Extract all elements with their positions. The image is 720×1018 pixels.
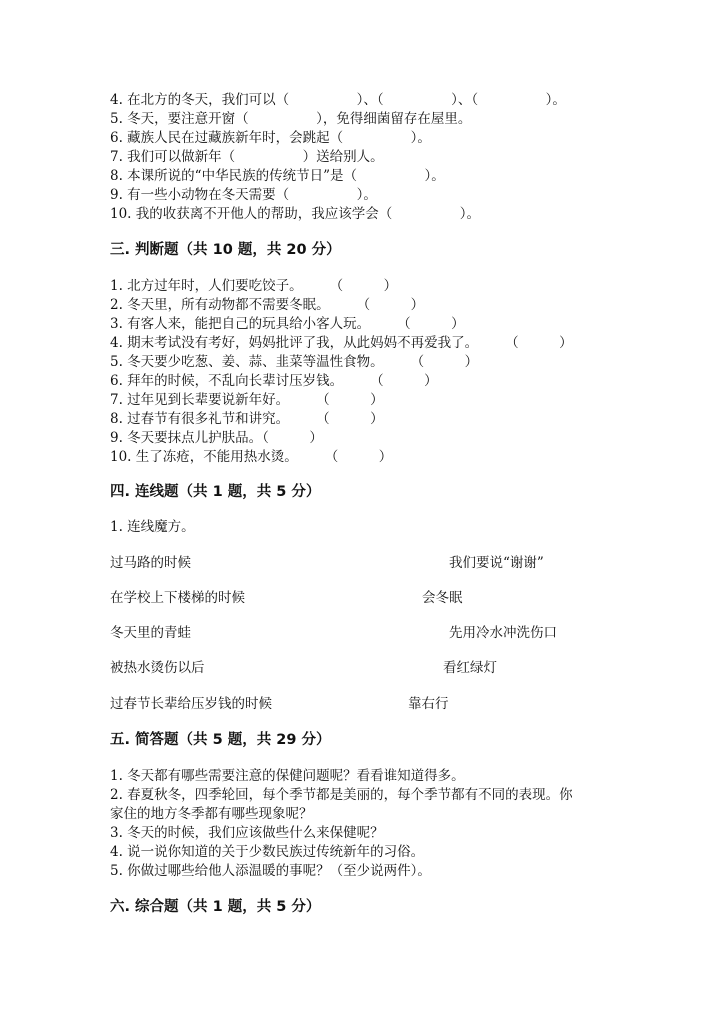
short-answer-line: 3. 冬天的时候，我们应该做些什么来保健呢？	[110, 825, 384, 841]
fill-item-4: 4. 在北方的冬天，我们可以（ ）、（ ）、（ ）。	[110, 92, 566, 108]
match-right-item: 先用冷水冲洗伤口	[449, 625, 557, 641]
judge-item-2: 2. 冬天里，所有动物都不需要冬眠。 （ ）	[110, 297, 425, 313]
match-question: 1. 连线魔方。	[110, 519, 195, 535]
short-answer-line: 4. 说一说你知道的关于少数民族过传统新年的习俗。	[110, 844, 425, 860]
judge-item-7: 7. 过年见到长辈要说新年好。 （ ）	[110, 392, 384, 408]
match-left-item: 冬天里的青蛙	[110, 625, 191, 641]
short-answer-line: 1. 冬天都有哪些需要注意的保健问题呢？看看谁知道得多。	[110, 768, 465, 784]
match-right-item: 看红绿灯	[443, 660, 497, 676]
short-answer-line: 5. 你做过哪些给他人添温暖的事呢？（至少说两件）。	[110, 863, 431, 879]
match-left-item: 过马路的时候	[110, 555, 191, 571]
match-left-item: 被热水烫伤以后	[110, 660, 205, 676]
section-heading-comprehensive: 六. 综合题（共 1 题，共 5 分）	[110, 899, 321, 915]
fill-item-6: 6. 藏族人民在过藏族新年时，会跳起（ ）。	[110, 130, 431, 146]
judge-item-5: 5. 冬天要少吃葱、姜、蒜、韭菜等温性食物。 （ ）	[110, 354, 479, 370]
match-left-item: 过春节长辈给压岁钱的时候	[110, 696, 272, 712]
match-right-item: 靠右行	[408, 696, 449, 712]
judge-item-8: 8. 过春节有很多礼节和讲究。 （ ）	[110, 411, 384, 427]
short-answer-line: 2. 春夏秋冬，四季轮回，每个季节都是美丽的，每个季节都有不同的表现。你	[110, 787, 573, 803]
section-heading-short-answer: 五. 简答题（共 5 题，共 29 分）	[110, 732, 331, 748]
short-answer-line: 家住的地方冬季都有哪些现象呢？	[110, 806, 313, 822]
judge-item-1: 1. 北方过年时，人们要吃饺子。 （ ）	[110, 278, 398, 294]
fill-item-7: 7. 我们可以做新年（ ）送给别人。	[110, 149, 384, 165]
judge-item-10: 10. 生了冻疮，不能用热水烫。 （ ）	[110, 449, 393, 465]
judge-item-9: 9. 冬天要抹点儿护肤品。（ ）	[110, 430, 323, 446]
fill-item-5: 5. 冬天，要注意开窗（ ），免得细菌留存在屋里。	[110, 111, 472, 127]
fill-item-8: 8. 本课所说的“中华民族的传统节日”是（ ）。	[110, 168, 445, 184]
fill-item-10: 10. 我的收获离不开他人的帮助，我应该学会（ ）。	[110, 206, 481, 222]
judge-item-6: 6. 拜年的时候，不乱向长辈讨压岁钱。 （ ）	[110, 373, 438, 389]
match-right-item: 会冬眠	[422, 590, 463, 606]
match-left-item: 在学校上下楼梯的时候	[110, 590, 245, 606]
judge-item-4: 4. 期末考试没有考好，妈妈批评了我，从此妈妈不再爱我了。 （ ）	[110, 335, 573, 351]
match-right-item: 我们要说“谢谢”	[449, 555, 544, 571]
section-heading-match: 四. 连线题（共 1 题，共 5 分）	[110, 484, 321, 500]
fill-item-9: 9. 有一些小动物在冬天需要（ ）。	[110, 187, 377, 203]
judge-item-3: 3. 有客人来，能把自己的玩具给小客人玩。 （ ）	[110, 316, 465, 332]
section-heading-judge: 三. 判断题（共 10 题，共 20 分）	[110, 242, 341, 258]
